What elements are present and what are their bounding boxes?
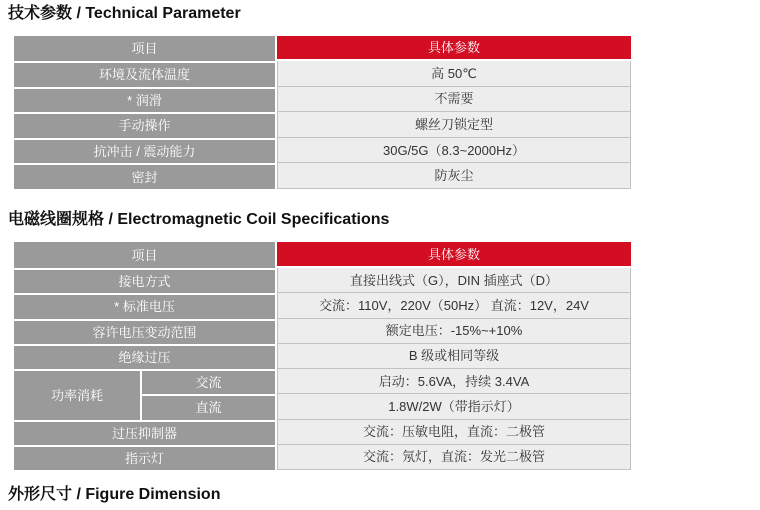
row-value: 交流：氖灯，直流：发光二极管 — [277, 445, 631, 470]
technical-parameter-table — [14, 36, 631, 189]
row-value: 高 50℃ — [277, 61, 631, 87]
row-label: * 标准电压 — [14, 293, 275, 318]
row-label: 绝缘过压 — [14, 344, 275, 369]
row-value: 1.8W/2W（带指示灯） — [277, 394, 631, 419]
row-label: 手动操作 — [14, 112, 275, 138]
row-value: 额定电压：-15%~+10% — [277, 319, 631, 344]
row-value: 不需要 — [277, 87, 631, 113]
row-value: 防灰尘 — [277, 163, 631, 189]
column-header-spec: 具体参数 — [277, 36, 631, 61]
section-heading-technical-parameter: 技术参数 / Technical Parameter — [8, 5, 241, 22]
row-sublabel-dc: 直流 — [140, 394, 275, 419]
row-label: 接电方式 — [14, 268, 275, 293]
row-label: 抗冲击 / 震动能力 — [14, 138, 275, 164]
section-heading-electromagnetic-coil: 电磁线圈规格 / Electromagnetic Coil Specifications — [8, 211, 390, 228]
column-header-spec: 具体参数 — [277, 242, 631, 268]
row-value: 交流：110V，220V（50Hz） 直流：12V，24V — [277, 293, 631, 318]
column-header-item: 项目 — [14, 242, 275, 268]
row-sublabel-ac: 交流 — [140, 369, 275, 394]
row-label: 容许电压变动范围 — [14, 319, 275, 344]
row-group-label-power-consumption: 功率消耗 — [14, 369, 140, 420]
row-value: 螺丝刀锁定型 — [277, 112, 631, 138]
electromagnetic-coil-table — [14, 242, 631, 470]
section-heading-figure-dimension: 外形尺寸 / Figure Dimension — [8, 486, 221, 503]
row-value: 交流：压敏电阻，直流：二极管 — [277, 420, 631, 445]
row-label: 指示灯 — [14, 445, 275, 470]
row-value: 30G/5G（8.3~2000Hz） — [277, 138, 631, 164]
row-value: 启动：5.6VA，持续 3.4VA — [277, 369, 631, 394]
row-label: 过压抑制器 — [14, 420, 275, 445]
row-label: 密封 — [14, 163, 275, 189]
row-value: B 级或相同等级 — [277, 344, 631, 369]
row-label: * 润滑 — [14, 87, 275, 113]
row-value: 直接出线式（G），DIN 插座式（D） — [277, 268, 631, 293]
column-header-item: 项目 — [14, 36, 275, 61]
row-label: 环境及流体温度 — [14, 61, 275, 87]
